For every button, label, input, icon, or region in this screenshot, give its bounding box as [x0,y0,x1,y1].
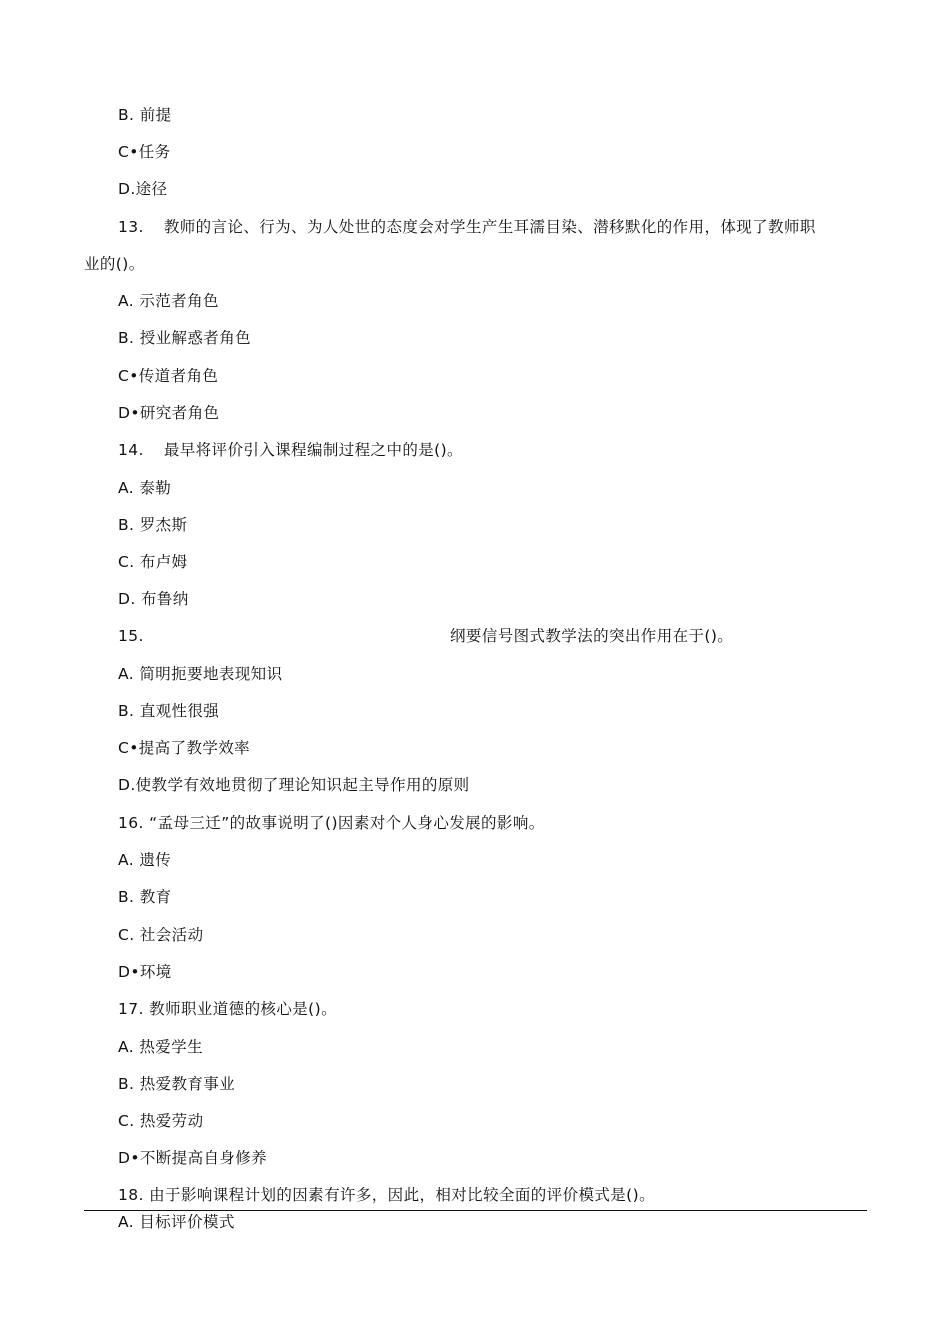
q15-option-b: B. 直观性很强 [118,702,220,720]
q15-option-d: D.使教学有效地贯彻了理论知识起主导作用的原则 [118,776,470,794]
q15-option-c: C•提高了教学效率 [118,739,251,757]
q12-option-b: B. 前提 [118,106,172,124]
q18-option-a: A. 目标评价模式 [118,1213,235,1231]
q18-question: 18. 由于影响课程计划的因素有许多，因此，相对比较全面的评价模式是()。 [118,1186,655,1204]
q14-text: 最早将评价引入课程编制过程之中的是()。 [163,441,463,459]
q17-question: 17. 教师职业道德的核心是()。 [118,1000,337,1018]
q14-option-c: C. 布卢姆 [118,553,188,571]
q12-option-d: D.途径 [118,180,168,198]
q14-number: 14. [118,441,144,459]
q15-number: 15. [118,627,144,645]
q16-option-d: D•环境 [118,963,172,981]
q13-text: 教师的言论、行为、为人处世的态度会对学生产生耳濡目染、潜移默化的作用，体现了教师职 [163,218,816,236]
q13-option-b: B. 授业解惑者角色 [118,329,251,347]
q14-question [118,440,463,460]
q17-option-c: C. 热爱劳动 [118,1112,204,1130]
q16-option-c: C. 社会活动 [118,926,204,944]
q13-question-continued: 业的()。 [84,255,145,273]
q13-option-d: D•研究者角色 [118,404,220,422]
q15-option-a: A. 简明扼要地表现知识 [118,665,283,683]
horizontal-rule [84,1210,867,1211]
q15-text: 纲要信号图式教学法的突出作用在于()。 [450,627,734,645]
q13-number: 13. [118,218,144,236]
q13-option-a: A. 示范者角色 [118,292,219,310]
q14-option-d: D. 布鲁纳 [118,590,189,608]
q13-question [118,217,816,237]
q16-question: 16. “孟母三迁”的故事说明了()因素对个人身心发展的影响。 [118,814,545,832]
q16-option-b: B. 教育 [118,888,172,906]
q12-option-c: C•任务 [118,143,171,161]
q13-option-c: C•传道者角色 [118,367,219,385]
q17-option-d: D•不断提高自身修养 [118,1149,268,1167]
q14-option-a: A. 泰勒 [118,479,172,497]
q17-option-b: B. 热爱教育事业 [118,1075,236,1093]
q16-option-a: A. 遗传 [118,851,172,869]
q14-option-b: B. 罗杰斯 [118,516,188,534]
q17-option-a: A. 热爱学生 [118,1038,203,1056]
